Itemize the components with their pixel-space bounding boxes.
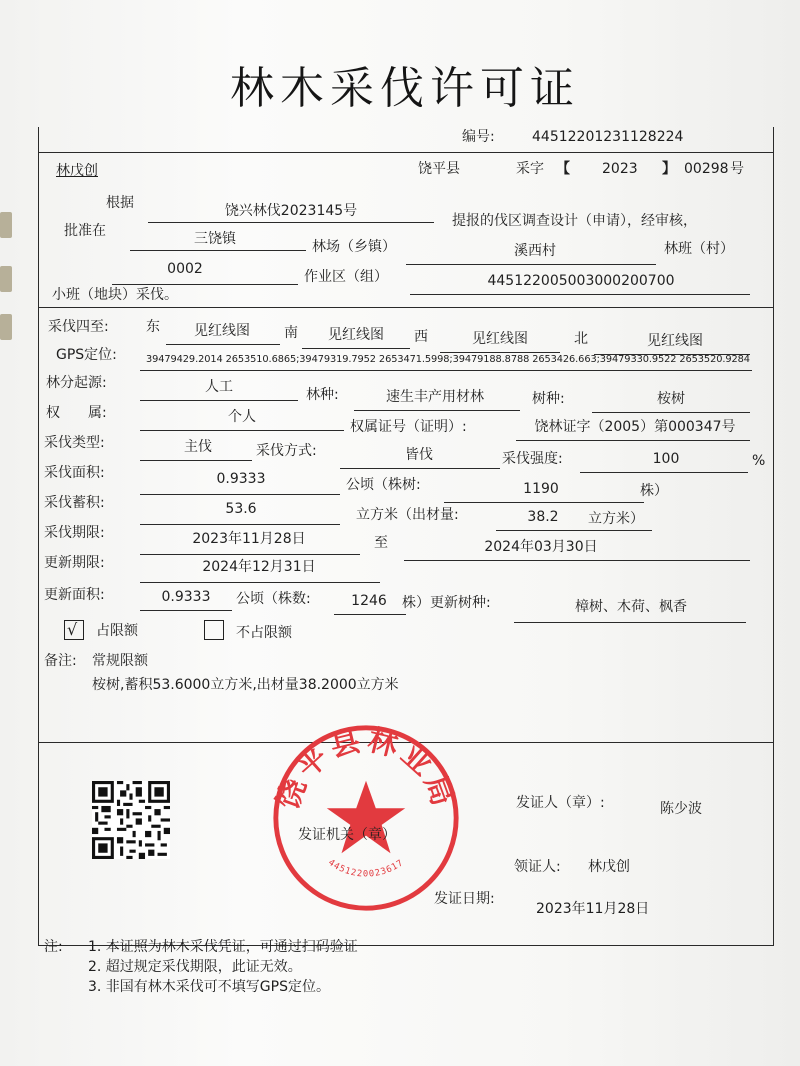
approval-label: 批准在 (64, 223, 106, 239)
receiver-label: 领证人: (514, 859, 561, 875)
species-label: 树种: (532, 391, 565, 407)
fill-line (514, 622, 746, 623)
origin-label: 林分起源: (46, 375, 107, 391)
fill-line (354, 410, 520, 411)
fill-line (406, 264, 656, 265)
remarks-label: 备注: (44, 653, 77, 669)
renew-period: 2024年12月31日 (202, 559, 316, 575)
issuer-label: 发证人（章）: (516, 795, 605, 811)
cert-number: 饶林证字（2005）第000347号 (534, 419, 736, 435)
permit-year: 2023 (602, 161, 638, 177)
volume-label: 采伐蓄积: (44, 495, 105, 511)
fill-line (580, 472, 748, 473)
seal-text: 饶平县林业局 (269, 721, 463, 814)
issuer-name: 陈少波 (660, 801, 702, 817)
qr-code-icon (92, 777, 170, 863)
official-seal (268, 720, 464, 916)
volume-value: 53.6 (225, 501, 257, 517)
output-unit: 立方米） (588, 511, 644, 527)
area-label: 采伐面积: (44, 465, 105, 481)
permit-number: 00298 (684, 161, 729, 177)
notes-label: 注: (44, 939, 63, 955)
method-label: 采伐方式: (256, 443, 317, 459)
renew-species: 樟树、木荷、枫香 (575, 599, 687, 615)
bounds-label: 采伐四至: (48, 319, 109, 335)
quota-in-checkbox[interactable] (64, 620, 84, 640)
issue-date: 2023年11月28日 (536, 901, 650, 917)
group-label: 林班（村） (664, 241, 734, 257)
fill-line (140, 610, 232, 611)
output-value: 38.2 (527, 509, 559, 525)
period-to: 至 (374, 535, 388, 551)
fill-line (140, 460, 252, 461)
binder-clip (0, 266, 12, 292)
fill-line (140, 554, 360, 555)
basis-doc: 饶兴林伐2023145号 (224, 203, 358, 219)
fill-line (140, 400, 298, 401)
applicant-name: 林戊创 (56, 163, 98, 179)
permit-suffix: 号 (730, 161, 744, 177)
row-divider (38, 307, 774, 308)
south-label: 南 (284, 325, 298, 341)
fill-line (410, 294, 750, 295)
remarks-line-1: 常规限额 (92, 653, 148, 669)
fill-line (592, 412, 750, 413)
renew-area: 0.9333 (161, 589, 211, 605)
gps-coordinates: 39479429.2014 2653510.6865;39479319.7952 2653471.5998;39479188.8788 2653426.663;39479330.9522 2653520.9284 (146, 354, 750, 365)
renew-period-label: 更新期限: (44, 555, 105, 571)
checkmark-icon: √ (67, 620, 78, 639)
fill-line (140, 582, 380, 583)
volume-unit-label: 立方米（出材量: (356, 507, 459, 523)
forest-type: 速生丰产用材林 (386, 389, 484, 405)
note-item: 2. 超过规定采伐期限，此证无效。 (88, 959, 302, 975)
binder-clip (0, 314, 12, 340)
area-value: 0.9333 (216, 471, 266, 487)
quota-in-label: 占限额 (96, 623, 138, 639)
east-bound: 见红线图 (194, 323, 250, 339)
xiaoban-label: 小班（地块）采伐。 (52, 287, 178, 303)
farm-label: 林场（乡镇） (312, 239, 396, 255)
renew-count-unit: 株）更新树种: (402, 595, 491, 611)
authority-label: 发证机关（章） (298, 827, 396, 843)
forest-type-label: 林种: (306, 387, 339, 403)
approval-town: 三饶镇 (194, 231, 236, 247)
fill-line (516, 440, 750, 441)
basis-label: 根据 (106, 195, 134, 211)
bracket-open: 【 (556, 161, 570, 177)
gps-label: GPS定位: (56, 347, 117, 363)
work-zone: 0002 (167, 261, 203, 277)
tree-count: 1190 (523, 481, 559, 497)
fill-line (140, 430, 344, 431)
fill-line (130, 250, 306, 251)
east-label: 东 (146, 319, 160, 335)
fill-line (302, 348, 410, 349)
origin-value: 人工 (205, 379, 233, 395)
west-bound: 见红线图 (472, 331, 528, 347)
fill-line (148, 222, 434, 223)
remarks-line-2: 桉树,蓄积53.6000立方米,出材量38.2000立方米 (92, 677, 399, 693)
county-name: 饶平县 (418, 161, 460, 177)
period-end: 2024年03月30日 (484, 539, 598, 555)
south-bound: 见红线图 (328, 327, 384, 343)
period-start: 2023年11月28日 (192, 531, 306, 547)
harvest-type-label: 采伐类型: (44, 435, 105, 451)
work-block: 445122005003000200700 (487, 273, 675, 289)
quota-out-checkbox[interactable] (204, 620, 224, 640)
area-unit-label: 公顷（株树: (346, 477, 421, 493)
bracket-close: 】 (662, 161, 676, 177)
fill-line (334, 614, 406, 615)
issue-date-label: 发证日期: (434, 891, 495, 907)
renew-count: 1246 (351, 593, 387, 609)
intensity-label: 采伐强度: (502, 451, 563, 467)
note-item: 1. 本证照为林木采伐凭证，可通过扫码验证 (88, 939, 358, 955)
renew-unit-label: 公顷（株数: (236, 591, 311, 607)
document-title: 林木采伐许可证 (230, 63, 580, 114)
approval-village: 溪西村 (514, 243, 556, 259)
species-value: 桉树 (657, 391, 685, 407)
serial-number: 44512201231128224 (532, 129, 684, 145)
cert-label: 权属证号（证明）: (350, 419, 467, 435)
seal-code: 4451220023617 (326, 857, 406, 880)
frame-top (38, 152, 774, 153)
period-label: 采伐期限: (44, 525, 105, 541)
north-bound: 见红线图 (647, 333, 703, 349)
north-label: 北 (574, 331, 588, 347)
harvest-method: 皆伐 (405, 447, 433, 463)
serial-label: 编号: (462, 129, 495, 145)
intensity-value: 100 (652, 451, 680, 467)
intensity-unit: % (752, 453, 766, 469)
receiver-name: 林戊创 (588, 859, 630, 875)
fill-line (166, 344, 280, 345)
binder-clip (0, 212, 12, 238)
fill-line (444, 502, 644, 503)
fill-line (140, 370, 752, 371)
fill-line (140, 494, 340, 495)
quota-out-label: 不占限额 (236, 625, 292, 641)
note-item: 3. 非国有林木采伐可不填写GPS定位。 (88, 979, 330, 995)
renew-area-label: 更新面积: (44, 587, 105, 603)
fill-line (340, 468, 500, 469)
ownership-value: 个人 (228, 409, 256, 425)
fill-line (140, 524, 340, 525)
ownership-label: 权 属: (46, 405, 107, 421)
fill-line (496, 530, 652, 531)
fill-line (112, 284, 298, 285)
permit-prefix: 采字 (516, 161, 544, 177)
zone-label: 作业区（组） (304, 269, 388, 285)
harvest-type: 主伐 (184, 439, 212, 455)
tree-unit: 株） (640, 483, 668, 499)
west-label: 西 (414, 329, 428, 345)
basis-text: 提报的伐区调查设计（申请），经审核， (452, 213, 697, 229)
fill-line (404, 560, 750, 561)
svg-text:4451220023617 (326, 858, 406, 880)
